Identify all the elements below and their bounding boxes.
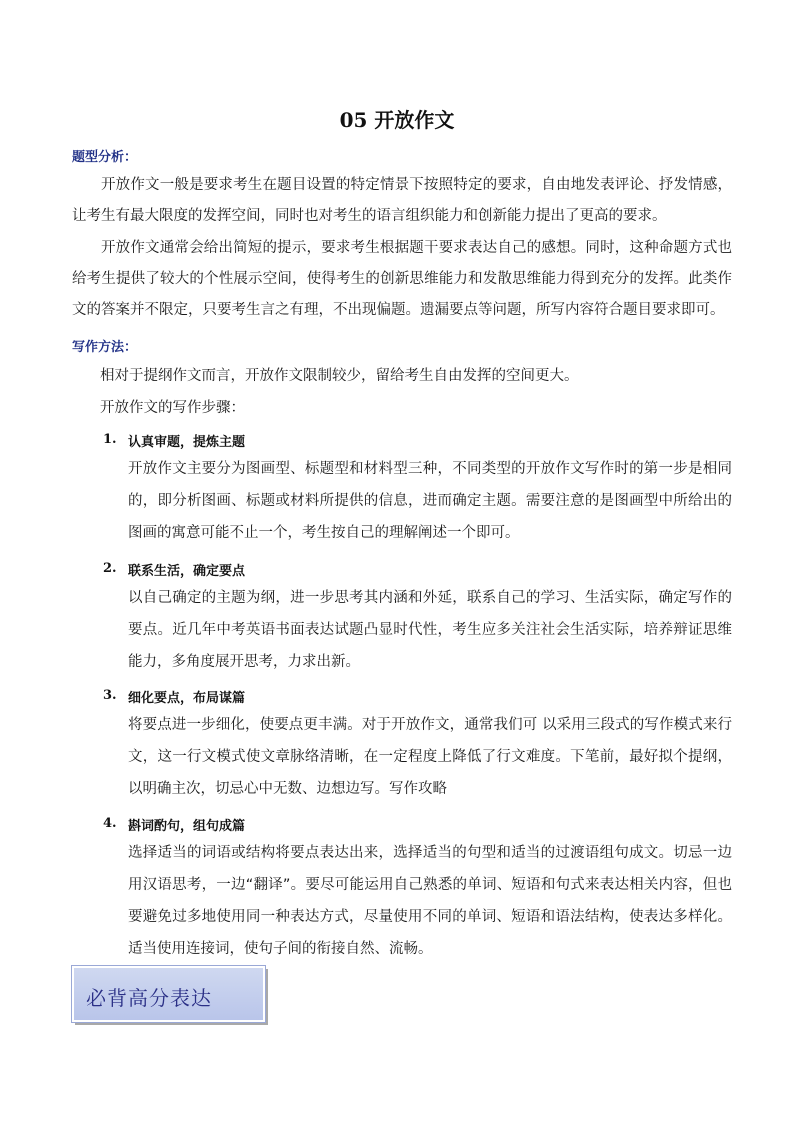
section-badge <box>72 966 265 1022</box>
analysis-heading: 题型分析： <box>72 150 138 165</box>
step-3-body: 将要点进一步细化，使要点更丰满。对于开放作文，通常我们可 以采用三段式的写作模式来行文，这一行文模式使文章脉络清晰，在一定程度上降低了行文难度。下笔前，最好拟个提纲，以明确主次，切忌心中无数、边想边写。写作攻略 <box>128 717 732 797</box>
method-intro-1: 相对于提纲作文而言，开放作文限制较少，留给考生自由发挥的空间更大。 <box>100 368 579 384</box>
step-1-title: 认真审题，提炼主题 <box>128 435 246 450</box>
analysis-paragraph-2: 开放作文通常会给出简短的提示，要求考生根据题干要求表达自己的感想。同时，这种命题方式也给考生提供了较大的个性展示空间，使得考生的创新思维能力和发散思维能力得到充分的发挥。此类作文的答案并不限定，只要考生言之有理，不出现偏题。遗漏要点等问题，所写内容符合题目要求即可。 <box>72 240 732 318</box>
step-2-number: 2. <box>103 561 117 576</box>
page-title: 05 开放作文 <box>339 108 455 132</box>
step-2-title: 联系生活，确定要点 <box>128 564 246 579</box>
analysis-paragraph-1: 开放作文一般是要求考生在题目设置的特定情景下按照特定的要求，自由地发表评论、抒发情感，让考生有最大限度的发挥空间，同时也对考生的语言组织能力和创新能力提出了更高的要求。 <box>72 177 732 224</box>
step-1-body: 开放作文主要分为图画型、标题型和材料型三种，不同类型的开放作文写作时的第一步是相同的，即分析图画、标题或材料所提供的信息，进而确定主题。需要注意的是图画型中所给出的图画的寓意可能不止一个，考生按自己的理解阐述一个即可。 <box>128 461 732 541</box>
step-3-number: 3. <box>103 688 117 703</box>
step-3-title: 细化要点，布局谋篇 <box>128 691 246 706</box>
badge-label: 必背高分表达 <box>86 986 212 1010</box>
step-1-number: 1. <box>103 432 117 447</box>
method-heading: 写作方法： <box>72 340 138 355</box>
step-4-title: 斟词酌句，组句成篇 <box>128 819 246 834</box>
step-4-number: 4. <box>103 816 117 831</box>
step-2-body: 以自己确定的主题为纲，进一步思考其内涵和外延，联系自己的学习、生活实际，确定写作的要点。近几年中考英语书面表达试题凸显时代性，考生应多关注社会生活实际，培养辩证思维能力，多角度展开思考，力求出新。 <box>128 590 732 670</box>
step-4-body: 选择适当的词语或结构将要点表达出来，选择适当的句型和适当的过渡语组句成文。切忌一边用汉语思考，一边“翻译”。要尽可能运用自己熟悉的单词、短语和句式来表达相关内容，但也要避免过多地使用同一种表达方式，尽量使用不同的单词、短语和语法结构，使表达多样化。适当使用连接词，使句子间的衔接自然、流畅。 <box>128 845 732 957</box>
method-intro-2: 开放作文的写作步骤： <box>100 400 245 416</box>
